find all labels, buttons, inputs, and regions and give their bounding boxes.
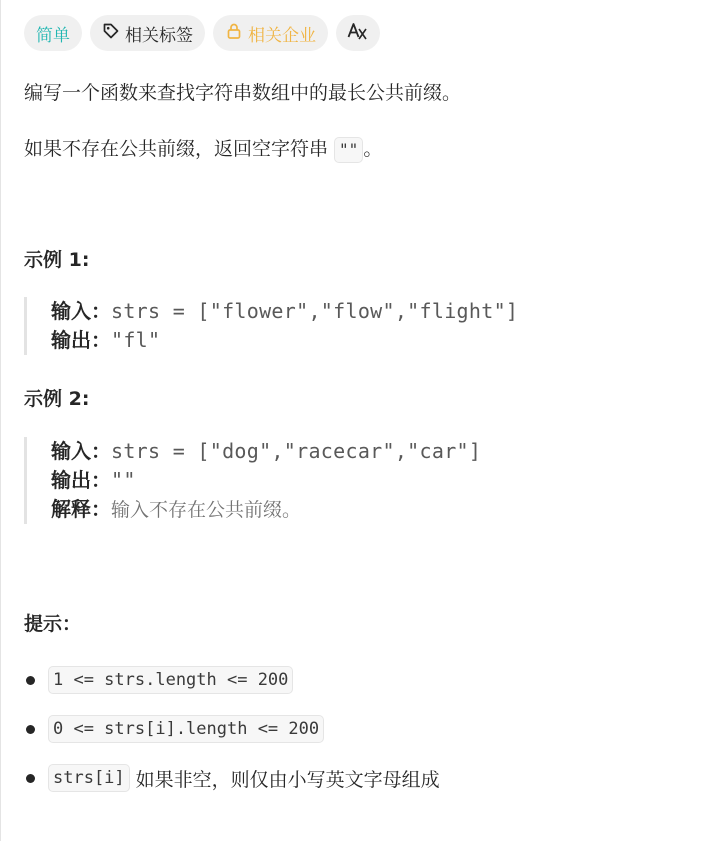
output-value: "" bbox=[111, 468, 136, 492]
example-2-title: 示例 2: bbox=[24, 388, 90, 410]
bullet-icon bbox=[26, 676, 35, 685]
related-companies-button[interactable] bbox=[213, 15, 328, 51]
constraints-title: 提示： bbox=[24, 613, 82, 635]
constraint-text: 如果非空，则仅由小写英文字母组成 bbox=[135, 768, 440, 791]
example-2-output bbox=[51, 466, 481, 495]
translate-icon bbox=[347, 21, 369, 46]
bullet-icon bbox=[26, 774, 35, 783]
related-tags-button[interactable] bbox=[90, 15, 205, 51]
related-companies-label: 相关企业 bbox=[248, 25, 316, 46]
description-line-2-text: 如果不存在公共前缀，返回空字符串 bbox=[24, 138, 335, 160]
tag-row bbox=[24, 15, 380, 51]
description-line-1: 编写一个函数来查找字符串数组中的最长公共前缀。 bbox=[24, 82, 462, 104]
translate-button[interactable] bbox=[336, 15, 380, 51]
explanation-label: 解释： bbox=[51, 497, 111, 521]
constraint-code: 0 <= strs[i].length <= 200 bbox=[48, 715, 324, 743]
description-line-2 bbox=[24, 134, 382, 163]
lock-icon bbox=[225, 22, 243, 45]
input-label: 输入： bbox=[51, 299, 111, 323]
bullet-icon bbox=[26, 725, 35, 734]
example-1-block bbox=[24, 297, 518, 355]
input-label: 输入： bbox=[51, 439, 111, 463]
example-2-block bbox=[24, 437, 481, 524]
tag-icon bbox=[102, 22, 120, 45]
example-1-input bbox=[51, 297, 518, 326]
difficulty-label: 简单 bbox=[36, 25, 70, 46]
list-item bbox=[24, 764, 440, 792]
input-value: strs = ["dog","racecar","car"] bbox=[111, 439, 482, 463]
output-value: "fl" bbox=[111, 328, 161, 352]
output-label: 输出： bbox=[51, 328, 111, 352]
constraint-code: 1 <= strs.length <= 200 bbox=[48, 666, 293, 694]
example-2-explanation bbox=[51, 495, 481, 524]
input-value: strs = ["flower","flow","flight"] bbox=[111, 299, 519, 323]
output-label: 输出： bbox=[51, 468, 111, 492]
related-tags-label: 相关标签 bbox=[125, 25, 193, 46]
list-item bbox=[24, 666, 293, 694]
example-1-title: 示例 1: bbox=[24, 249, 90, 271]
description-line-2-suffix: 。 bbox=[363, 138, 383, 160]
empty-string-code: "" bbox=[334, 137, 363, 163]
example-1-output bbox=[51, 326, 518, 355]
list-item bbox=[24, 715, 324, 743]
example-2-input bbox=[51, 437, 481, 466]
constraint-code: strs[i] bbox=[48, 764, 130, 792]
panel-left-border bbox=[0, 0, 1, 841]
explanation-value: 输入不存在公共前缀。 bbox=[111, 499, 302, 521]
difficulty-badge[interactable] bbox=[24, 15, 82, 51]
